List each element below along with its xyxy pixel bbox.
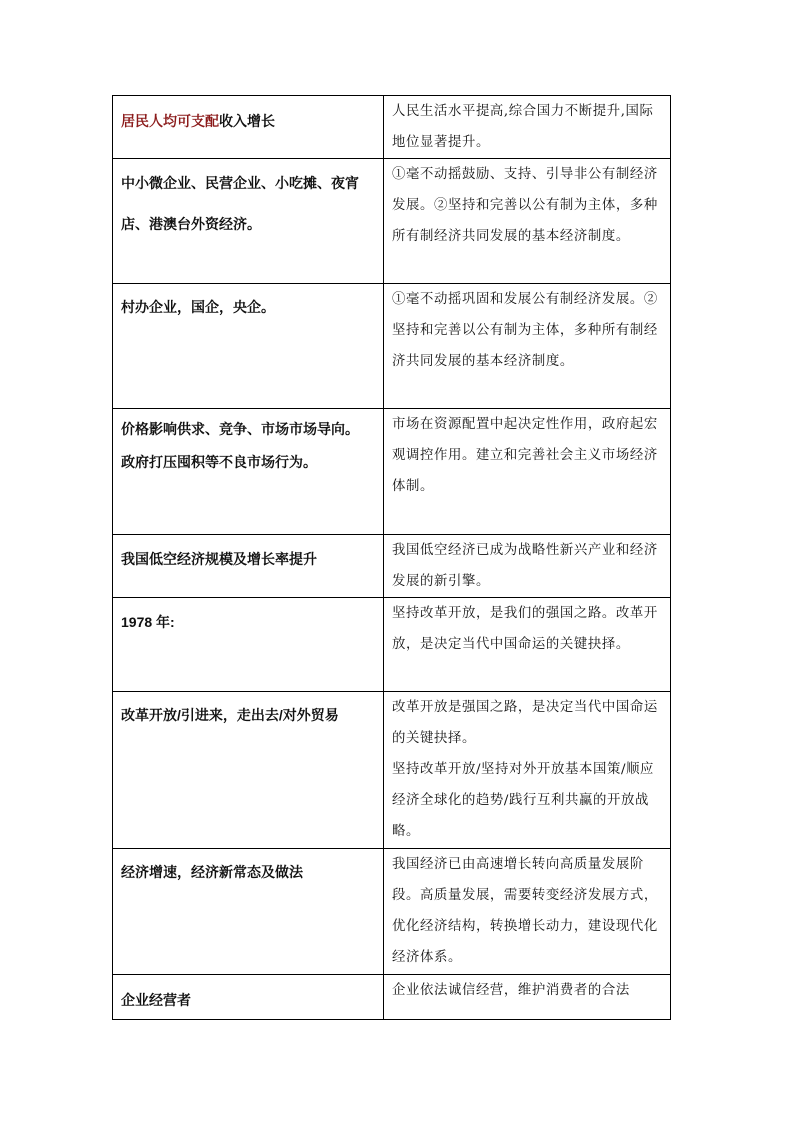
left-text: 1978 年: [121, 614, 175, 630]
left-text [121, 111, 377, 131]
left-text: 经济增速，经济新常态及做法 [121, 864, 303, 880]
right-text: 坚持改革开放，是我们的强国之路。改革开放，是决定当代中国命运的关键抉择。 [392, 606, 658, 652]
left-text: 中小微企业、民营企业、小吃摊、夜宵店、港澳台外资经济。 [121, 175, 359, 232]
table-row [113, 598, 671, 692]
right-cell [384, 692, 671, 849]
table-row [113, 692, 671, 849]
right-text: ①毫不动摇巩固和发展公有制经济发展。②坚持和完善以公有制为主体，多种所有制经济共同发展的基本经济制度。 [392, 292, 658, 369]
left-text: 企业经营者 [121, 992, 191, 1008]
left-cell [113, 409, 384, 535]
table-row [113, 849, 671, 975]
right-text: 我国低空经济已成为战略性新兴产业和经济发展的新引擎。 [392, 543, 658, 589]
left-cell [113, 692, 384, 849]
right-cell [384, 535, 671, 598]
right-text: 改革开放是强国之路，是决定当代中国命运的关键抉择。 [392, 700, 658, 746]
right-text: 企业依法诚信经营，维护消费者的合法 [392, 983, 630, 998]
highlighted-text: 居民人均可支配 [121, 113, 219, 129]
left-cell [113, 284, 384, 409]
left-cell [113, 96, 384, 159]
right-cell [384, 849, 671, 975]
left-text: 政府打压囤积等不良市场行为。 [121, 454, 317, 470]
left-text: 村办企业，国企，央企。 [121, 299, 275, 315]
right-cell [384, 96, 671, 159]
table-row [113, 96, 671, 159]
left-text-rest: 收入增长 [219, 113, 275, 129]
left-cell [113, 535, 384, 598]
content-table [112, 95, 671, 1020]
table-row [113, 284, 671, 409]
right-cell [384, 284, 671, 409]
right-text: 坚持改革开放/坚持对外开放基本国策/顺应经济全球化的趋势/践行互利共赢的开放战略。 [392, 762, 655, 839]
right-cell [384, 409, 671, 535]
left-text: 我国低空经济规模及增长率提升 [121, 551, 317, 567]
left-cell [113, 975, 384, 1020]
right-text: 人民生活水平提高,综合国力不断提升,国际地位显著提升。 [392, 104, 654, 150]
left-text: 改革开放/引进来，走出去/对外贸易 [121, 707, 339, 723]
left-cell [113, 159, 384, 284]
table-row [113, 975, 671, 1020]
table-row [113, 535, 671, 598]
left-cell [113, 849, 384, 975]
table-row [113, 409, 671, 535]
right-text: 我国经济已由高速增长转向高质量发展阶段。高质量发展，需要转变经济发展方式，优化经济结构，转换增长动力，建设现代化经济体系。 [392, 857, 658, 965]
right-cell [384, 598, 671, 692]
right-cell [384, 975, 671, 1020]
right-cell [384, 159, 671, 284]
left-cell [113, 598, 384, 692]
right-text: ①毫不动摇鼓励、支持、引导非公有制经济发展。②坚持和完善以公有制为主体，多种所有制经济共同发展的基本经济制度。 [392, 167, 658, 244]
table-row [113, 159, 671, 284]
left-text: 价格影响供求、竞争、市场市场导向。 [121, 421, 359, 437]
right-text: 市场在资源配置中起决定性作用，政府起宏观调控作用。建立和完善社会主义市场经济体制。 [392, 417, 658, 494]
